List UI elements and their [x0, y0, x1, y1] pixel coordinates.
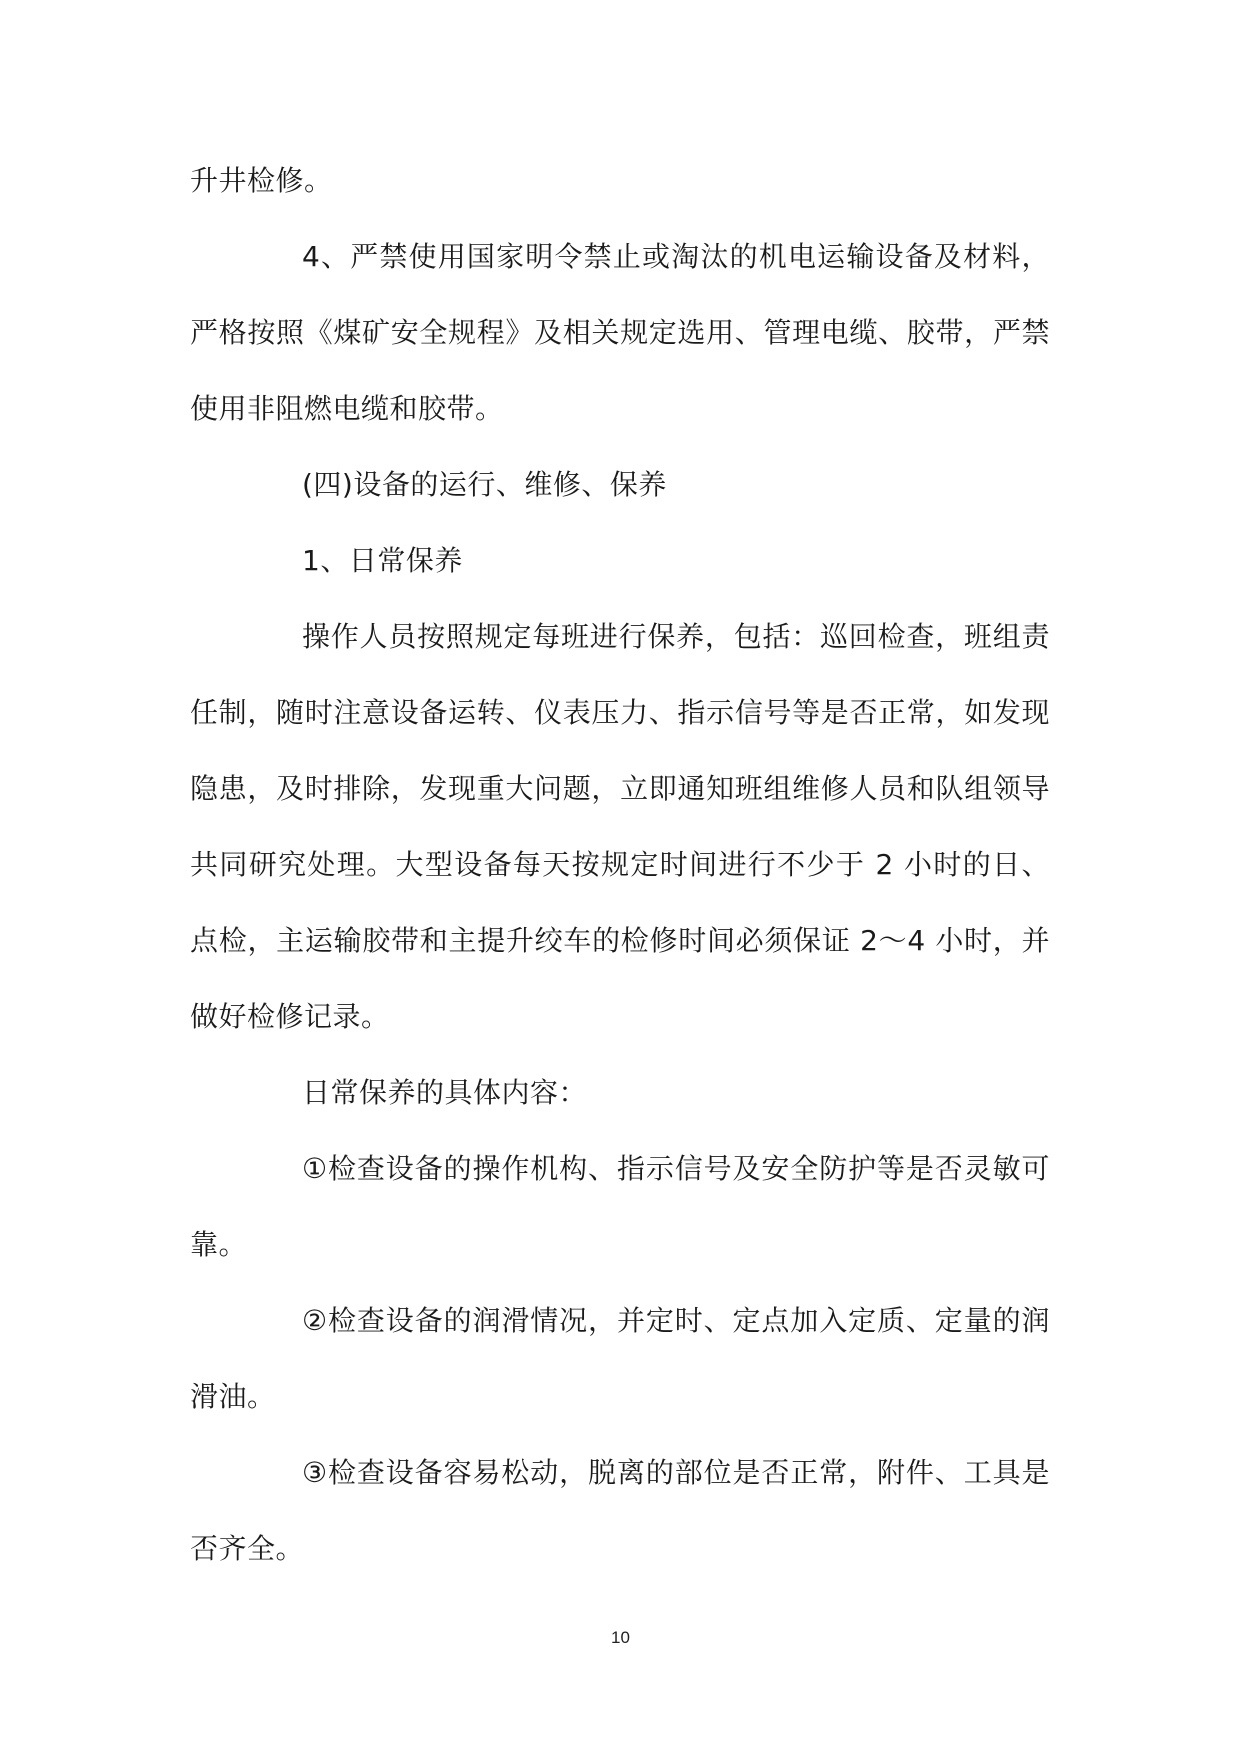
paragraph-daily-maintenance: 操作人员按照规定每班进行保养，包括：巡回检查，班组责任制，随时注意设备运转、仪表压力、指示信号等是否正常，如发现隐患，及时排除，发现重大问题，立即通知班组维修人员和队组领导共同研究处理。大型设备每天按规定时间进行不少于 2 小时的日、点检，主运输胶带和主提升绞车的检修时间必须保证 2～4 小时，并做好检修记录。 — [190, 620, 1050, 1033]
list-item-2: ②检查设备的润滑情况，并定时、定点加入定质、定量的润滑油。 — [190, 1304, 1050, 1413]
body-text — [190, 143, 1050, 1587]
paragraph-content-intro: 日常保养的具体内容： — [302, 1076, 588, 1109]
paragraph-item-4: 4、严禁使用国家明令禁止或淘汰的机电运输设备及材料，严格按照《煤矿安全规程》及相关规定选用、管理电缆、胶带，严禁使用非阻燃电缆和胶带。 — [190, 240, 1050, 425]
list-item-1: ①检查设备的操作机构、指示信号及安全防护等是否灵敏可靠。 — [190, 1152, 1050, 1261]
page-number: 10 — [611, 1628, 630, 1647]
section-heading: (四)设备的运行、维修、保养 — [302, 468, 667, 501]
paragraph-continuation: 升井检修。 — [190, 164, 333, 197]
subsection-heading: 1、日常保养 — [302, 544, 463, 577]
list-item-3: ③检查设备容易松动，脱离的部位是否正常，附件、工具是否齐全。 — [190, 1456, 1050, 1565]
